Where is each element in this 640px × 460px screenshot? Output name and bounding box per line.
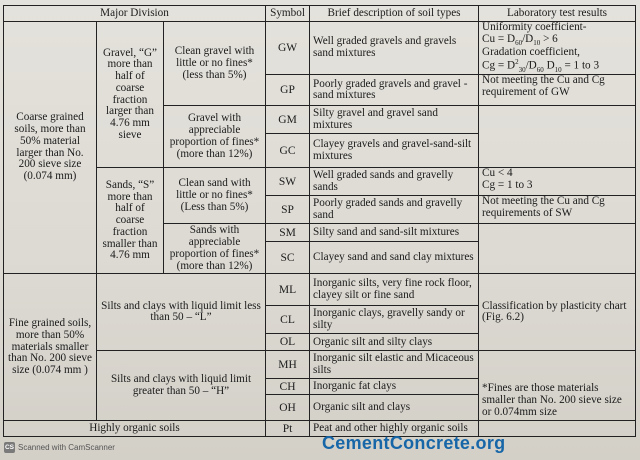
table-row [4, 22, 636, 75]
lab-sp-cell: Not meeting the Cu and Cg requirements of SW [479, 196, 636, 224]
lab-gw-cg-formula: $Cg = D^2_{30}/D_{60}$ $D_{10} = 1$ to 3 [482, 58, 600, 75]
camscanner-icon: CS [4, 444, 15, 451]
soil-classification-table [3, 5, 636, 437]
table-row [4, 351, 636, 379]
symbol-cell: GP [266, 75, 310, 106]
description-cell: Organic silt and clays [310, 395, 479, 421]
sand-label: Sands, “S” more than half of coarse fraction smaller than 4.76 mm [97, 168, 164, 274]
symbol-cell: Pt [266, 421, 310, 437]
lab-gw-cell [479, 22, 636, 75]
description-cell: Organic silt and silty clays [310, 334, 479, 351]
lab-gw-line: Uniformity coefficient- [482, 21, 587, 33]
header-description: Brief description of soil types [310, 6, 479, 22]
symbol-cell: CH [266, 379, 310, 395]
lab-sw-cell [479, 168, 636, 196]
symbol-cell: ML [266, 274, 310, 306]
sand-fines-label: Sands with appreciable proportion of fines* (more than 12%) [164, 224, 266, 274]
lab-gp-cell: Not meeting the Cu and Cg requirement of GW [479, 75, 636, 106]
description-cell: Clayey gravels and gravel-sand-silt mixtures [310, 134, 479, 168]
lab-sw-line: Cg = 1 to 3 [482, 179, 533, 192]
description-cell: Inorganic silts, very fine rock floor, clayey silt or fine sand [310, 274, 479, 306]
low-liquid-limit-label: Silts and clays with liquid limit less than 50 – “L” [97, 274, 266, 351]
description-cell: Inorganic fat clays [310, 379, 479, 395]
description-cell: Silty sand and sand-silt mixtures [310, 224, 479, 242]
symbol-cell: GW [266, 22, 310, 75]
camscanner-label: Scanned with CamScanner [18, 443, 115, 452]
description-cell: Well graded sands and gravelly sands [310, 168, 479, 196]
description-cell: Poorly graded gravels and gravel -sand mixtures [310, 75, 479, 106]
gravel-label: Gravel, “G” more than half of coarse fraction larger than 4.76 mm sieve [97, 22, 164, 168]
coarse-grained-label: Coarse grained soils, more than 50% material larger than No. 200 sieve size (0.074 mm) [4, 22, 97, 274]
header-row [4, 6, 636, 22]
lab-gw-cu-formula: $Cu = D_{60}/D_{10} > 6$ [482, 32, 558, 47]
table-row [4, 168, 636, 196]
symbol-cell: OL [266, 334, 310, 351]
symbol-cell: OH [266, 395, 310, 421]
symbol-cell: GC [266, 134, 310, 168]
lab-plasticity-cell: Classification by plasticity chart (Fig. 6.2) [479, 274, 636, 351]
symbol-cell: SC [266, 242, 310, 274]
table-row [4, 421, 636, 437]
fine-grained-label: Fine grained soils, more than 50% materials smaller than No. 200 sieve size (0.074 mm ) [4, 274, 97, 421]
description-cell: Inorganic clays, gravelly sandy or silty [310, 306, 479, 334]
table-row [4, 274, 636, 306]
symbol-cell: SP [266, 196, 310, 224]
camscanner-logo [4, 442, 115, 453]
header-lab-results: Laboratory test results [479, 6, 636, 22]
clean-sand-label: Clean sand with little or no fines* (Less than 5%) [164, 168, 266, 224]
lab-gw-line: Gradation coefficient, [482, 46, 580, 59]
description-cell: Silty gravel and gravel sand mixtures [310, 106, 479, 134]
lab-sw-line: Cu < 4 [482, 167, 513, 180]
lab-fines-note-cell: *Fines are those materials smaller than No. 200 sieve size or 0.074mm size [479, 351, 636, 421]
description-cell: Inorganic silt elastic and Micaceous silts [310, 351, 479, 379]
symbol-cell: CL [266, 306, 310, 334]
symbol-cell: GM [266, 106, 310, 134]
symbol-cell: MH [266, 351, 310, 379]
header-symbol: Symbol [266, 6, 310, 22]
organic-soils-label: Highly organic soils [4, 421, 266, 437]
description-cell: Poorly graded sands and gravelly sand [310, 196, 479, 224]
header-major-division: Major Division [4, 6, 266, 22]
description-cell: Well graded gravels and gravels sand mixtures [310, 22, 479, 75]
clean-gravel-label: Clean gravel with little or no fines* (less than 5%) [164, 22, 266, 106]
high-liquid-limit-label: Silts and clays with liquid limit greater than 50 – “H” [97, 351, 266, 421]
symbol-cell: SW [266, 168, 310, 196]
site-watermark: CementConcrete.org [322, 433, 506, 453]
gravel-fines-label: Gravel with appreciable proportion of fines* (more than 12%) [164, 106, 266, 168]
description-cell: Peat and other highly organic soils [310, 421, 479, 437]
symbol-cell: SM [266, 224, 310, 242]
lab-empty-cell [479, 224, 636, 274]
lab-empty-cell [479, 106, 636, 168]
description-cell: Clayey sand and sand clay mixtures [310, 242, 479, 274]
